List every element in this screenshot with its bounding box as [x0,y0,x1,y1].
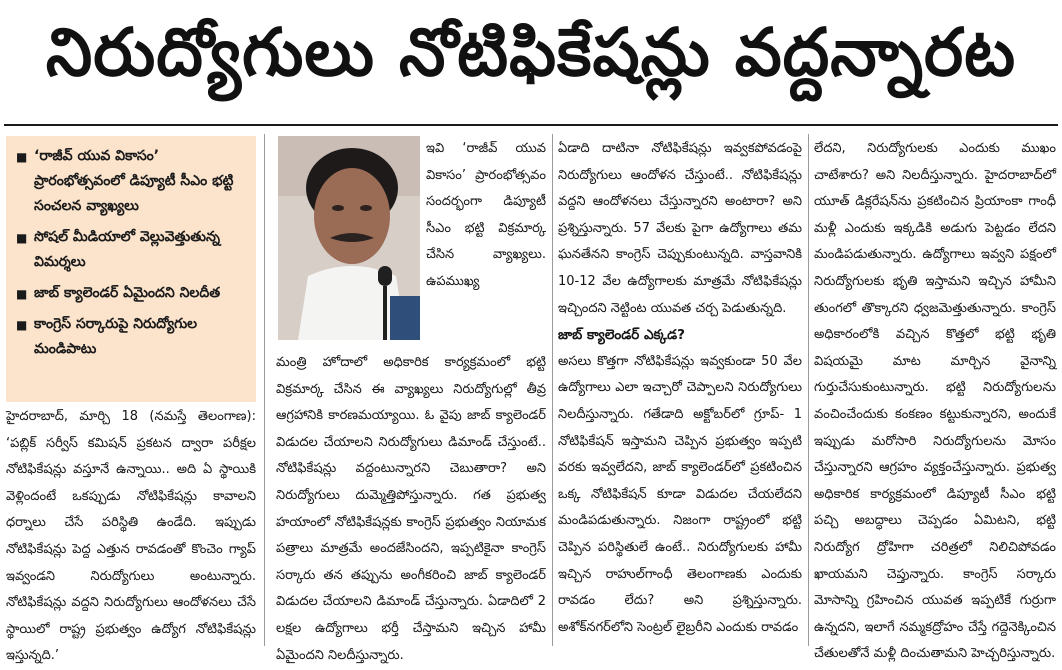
column-divider [808,134,809,646]
subheading: జాబ్ క్యాలెండర్ ఎక్కడ? [558,327,685,344]
person-photo-icon [278,136,420,340]
paragraph: ఏడాది దాటినా నోటిఫికేషన్లు ఇవ్వకపోవడంపై నిరుద్యోగులు ఆందోళన చేస్తుంటే.. నోటిఫికేషన్లు వద్దని ఆందోళనలు చేస్తున్నారని అంటారా? అని ప్రశ్నిస్తున్నారు. 57 వేలకు పైగా ఉద్యోగాలు తమ ఘనతేనని కాంగ్రెస్ చెప్పుకుంటున్నది. వాస్తవానికి 10-12 వేల ఉద్యోగాలకు మాత్రమే నోటిఫికేషన్లు ఇచ్చిందని నెట్టింట యువత చర్చ పెడుతున్నది. [558,141,802,316]
highlight-text: సోషల్ మీడియాలో వెల్లువెత్తుతున్న విమర్శలు [34,229,220,270]
bullet-icon: ■ [16,231,28,245]
column-1-body [6,404,256,664]
paragraph: హైదరాబాద్, మార్చి 18 (నమస్తే తెలంగాణ): ‘పబ్లిక్ సర్వీస్ కమిషన్ ప్రకటన ద్వారా పరీక్షల నోటిఫికేషన్లు వస్తూనే ఉన్నాయి.. అది ఏ స్థాయికి వెళ్లిందంటే ఒకప్పుడు నోటిఫికేషన్లు కావాలని ధర్నాలు చేసే పరిస్థితి ఉండేది. ఇప్పుడు నోటిఫికేషన్లు పెద్ద ఎత్తున రావడంతో కొంచెం గ్యాప్ ఇవ్వండని నిరుద్యోగులు అంటున్నారు. నోటిఫికేషన్లు వద్దని నిరుద్యోగులు ఆందోళనలు చేసే స్థాయిలో రాష్ట్ర ప్రభుత్వం ఉద్యోగ నోటిఫికేషన్లు ఇస్తున్నది.’ [6,409,256,664]
column-3 [558,136,802,650]
bullet-icon: ■ [16,318,28,332]
highlight-item [16,281,246,306]
highlight-text: ‘రాజీవ్ యువ వికాసం’ ప్రారంభోత్సవంలో డిప్యూటీ సీఎం భట్టి సంచలన వ్యాఖ్యలు [34,148,234,214]
paragraph: అసలు కొత్తగా నోటిఫికేషన్లు ఇవ్వకుండా 50 వేల ఉద్యోగాలు ఎలా ఇచ్చారో చెప్పాలని నిరుద్యోగులు నిలదీస్తున్నారు. గతేడాది అక్టోబర్‌లో గ్రూప్- 1 నోటిఫికేషన్ ఇస్తామని చెప్పిన ప్రభుత్వం ఇప్పటి వరకు ఇవ్వలేదని, జాబ్ క్యాలెండర్‌లో ప్రకటించిన ఒక్క నోటిఫికేషన్ కూడా విడుదల చేయలేదని మండిపడుతున్నారు. నిజంగా రాష్ట్రంలో భట్టి చెప్పిన పరిస్థితులే ఉంటే.. నిరుద్యోగులకు హామీ ఇచ్చిన రాహుల్‌గాంధీ తెలంగాణకు ఎందుకు రావడం లేదు? అని ప్రశ్నిస్తున్నారు. అశోక్‌నగర్‌లోని సెంట్రల్ లైబ్రరీని ఎందుకు రావడం [558,353,802,635]
paragraph: ఇవి ‘రాజీవ్ యువ వికాసం’ ప్రారంభోత్సవం సందర్భంగా డిప్యూటీ సీఎం భట్టి విక్రమార్క చేసిన వ్యాఖ్యలు. ఉపముఖ్య [426,141,546,289]
highlight-item [16,312,246,362]
bullet-icon: ■ [16,287,28,301]
column-2-body [276,350,546,663]
headline: నిరుద్యోగులు నోటిఫికేషన్లు వద్దన్నారట [45,13,1017,91]
highlight-text: జాబ్ క్యాలెండర్ ఏమైందని నిలదీత [34,285,221,301]
highlights-box [6,136,256,402]
bullet-icon: ■ [16,150,28,164]
column-2-top [426,136,546,322]
column-divider [552,134,553,646]
paragraph: లేదని, నిరుద్యోగులకు ఎందుకు ముఖం చాటేశారు? అని నిలదీస్తున్నారు. హైదరాబాద్‌లో యూత్ డిక్లరేషన్‌ను ప్రకటించిన ప్రియాంకా గాంధీ మళ్లీ ఎందుకు ఇక్కడికి అడుగు పెట్టడం లేదని మండిపడుతున్నారు. ఉద్యోగాలు ఇవ్వని పక్షంలో నిరుద్యోగులకు భృతి ఇస్తామని ఇచ్చిన హామీని తుంగలో తొక్కారని ధ్వజమెత్తుతున్నారు. కాంగ్రెస్ అధికారంలోకి వచ్చిన కొత్తలో భట్టి భృతి విషయమై మాట మార్చిన వైనాన్ని గుర్తుచేసుకుంటున్నారు. భట్టి నిరుద్యోగులను వంచించేందుకు కంకణం కట్టుకున్నారని, అందుకే ఇప్పుడు మరోసారి నిరుద్యోగులను మోసం చేస్తున్నారని ఆగ్రహం వ్యక్తంచేస్తున్నారు. ప్రభుత్వ అధికారిక కార్యక్రమంలో డిప్యూటీ సీఎం భట్టి పచ్చి అబద్ధాలు చెప్పడం ఏమిటని, భట్టి నిరుద్యోగ ద్రోహిగా చరిత్రలో నిలిచిపోవడం ఖాయమని చెప్తున్నారు. కాంగ్రెస్ సర్కారు మోసాన్ని గ్రహించిన యువత ఇప్పటికే గుర్రుగా ఉన్నదని, ఇలాగే నమ్మకద్రోహం చేస్తే గద్దెనెక్కించిన చేతులతోనే మళ్లీ దించుతామని హెచ్చరిస్తున్నారు. [814,141,1056,662]
highlight-text: కాంగ్రెస్ సర్కారుపై నిరుద్యోగుల మండిపాటు [34,316,198,357]
headline-rule [4,124,1058,126]
column-divider [264,134,265,646]
paragraph: మంత్రి హోదాలో అధికారిక కార్యక్రమంలో భట్టి విక్రమార్క చేసిన ఈ వ్యాఖ్యలు నిరుద్యోగుల్లో తీవ్ర ఆగ్రహానికి కారణమయ్యాయి. ఓ వైపు జాబ్ క్యాలెండర్ విడుదల చేయాలని నిరుద్యోగులు డిమాండ్ చేస్తుంటే.. నోటిఫికేషన్లు వద్దంటున్నారని చెబుతారా? అని నిరుద్యోగులు దుమ్మెత్తిపోస్తున్నారు. గత ప్రభుత్వ హయాంలో నోటిఫికేషన్లకు కాంగ్రెస్ ప్రభుత్వం నియామక పత్రాలు మాత్రమే అందజేసిందని, ఇప్పటికైనా కాంగ్రెస్ సర్కారు తన తప్పును అంగీకరించి జాబ్ క్యాలెండర్ విడుదల చేయాలని డిమాండ్ చేస్తున్నారు. ఏడాదిలో 2 లక్షల ఉద్యోగాలు భర్తీ చేస్తామని ఇచ్చిన హామీ ఏమైందని నిలదీస్తున్నారు. [276,355,546,663]
highlight-item [16,225,246,275]
highlight-item [16,144,246,219]
column-4 [814,136,1056,662]
